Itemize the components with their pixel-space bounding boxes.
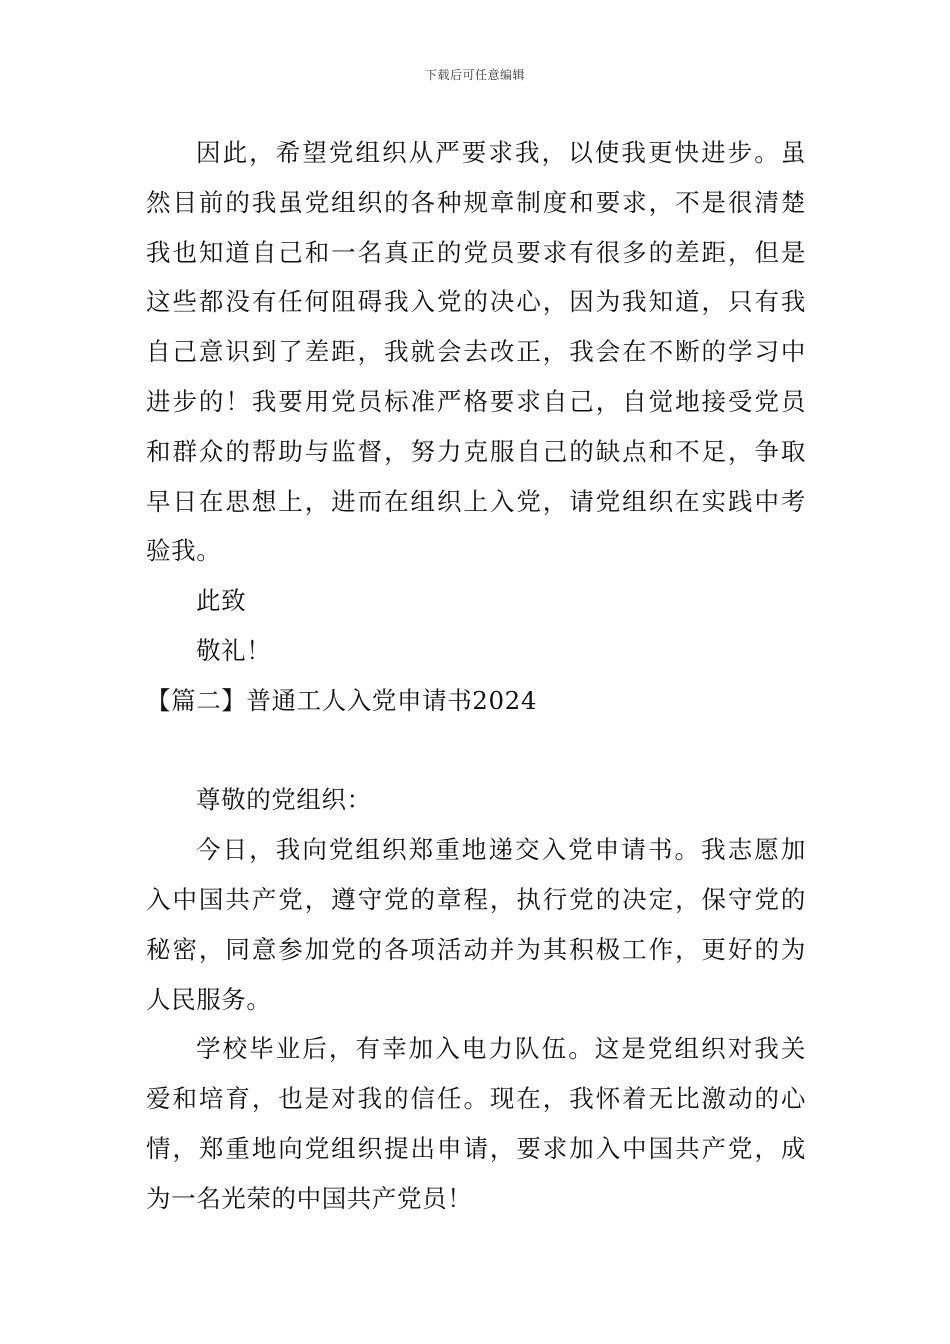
header-note: 下载后可任意编辑 — [424, 68, 525, 82]
text-line: 人民服务。 — [146, 984, 272, 1014]
text-line: 因此，希望党组织从严要求我，以使我更快进步。虽 — [196, 138, 806, 167]
text-line: 秘密，同意参加党的各项活动并为其积极工作，更好的为 — [146, 934, 806, 964]
text-line: 和群众的帮助与监督，努力克服自己的缺点和不足，争取 — [146, 436, 806, 466]
text-line: 学校毕业后，有幸加入电力队伍。这是党组织对我关 — [196, 1034, 806, 1064]
document-body — [146, 128, 806, 1224]
section-title: 【篇二】普通工人入党申请书2024 — [146, 685, 538, 715]
text-line: 今日，我向党组织郑重地递交入党申请书。我志愿加 — [196, 835, 806, 865]
text-line: 然目前的我虽党组织的各种规章制度和要求，不是很清楚 — [146, 187, 806, 217]
text-line: 情，郑重地向党组织提出申请，要求加入中国共产党，成 — [146, 1133, 806, 1163]
text-line: 爱和培育，也是对我的信任。现在，我怀着无比激动的心 — [146, 1084, 806, 1114]
text-line: 验我。 — [146, 536, 222, 566]
text-line: 自己意识到了差距，我就会去改正，我会在不断的学习中 — [146, 337, 806, 367]
paragraph-graduation — [146, 1024, 806, 1223]
closing-jingli: 敬礼！ — [196, 635, 272, 665]
paragraph-hope — [146, 128, 806, 576]
greeting: 尊敬的党组织： — [196, 785, 372, 815]
text-line: 这些都没有任何阻碍我入党的决心，因为我知道，只有我 — [146, 287, 806, 317]
blank-line — [146, 726, 806, 776]
text-line: 早日在思想上，进而在组织上入党，请党组织在实践中考 — [146, 486, 806, 516]
closing-cizhi: 此致 — [196, 586, 247, 616]
text-line: 进步的！我要用党员标准严格要求自己，自觉地接受党员 — [146, 386, 806, 416]
text-line: 入中国共产党，遵守党的章程，执行党的决定，保守党的 — [146, 884, 806, 914]
text-line: 我也知道自己和一名真正的党员要求有很多的差距，但是 — [146, 237, 806, 267]
paragraph-application — [146, 825, 806, 1024]
text-line: 为一名光荣的中国共产党员！ — [146, 1183, 473, 1213]
